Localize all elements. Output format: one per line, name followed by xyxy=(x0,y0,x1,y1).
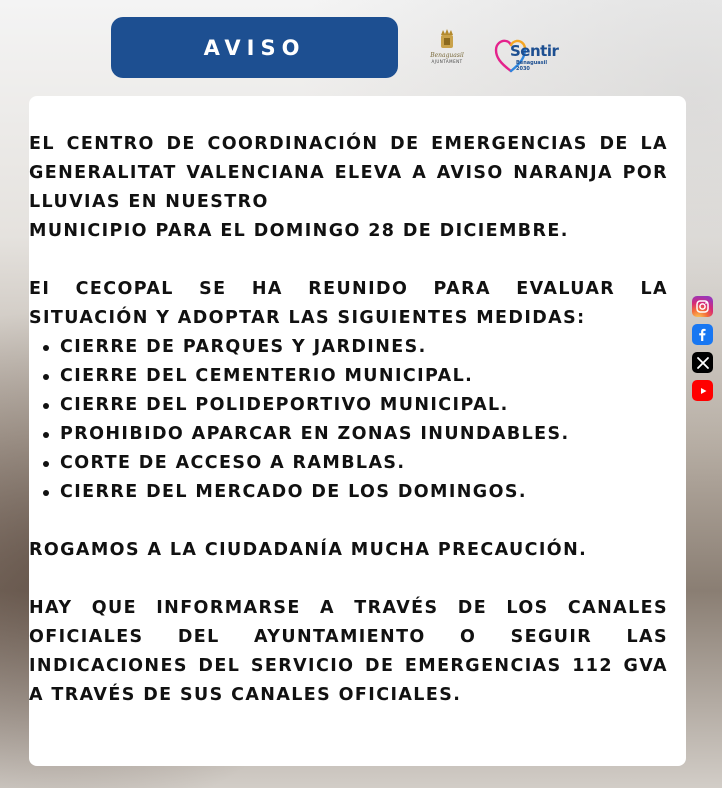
list-item: PROHIBIDO APARCAR EN ZONAS INUNDABLES. xyxy=(60,420,668,449)
notice-intro-end: MUNICIPIO PARA EL DOMINGO 28 DE DICIEMBRE. xyxy=(29,221,569,241)
ayuntamiento-logo xyxy=(423,26,471,72)
instagram-icon[interactable] xyxy=(692,296,713,317)
notice-text xyxy=(29,130,668,710)
aviso-title: AVISO xyxy=(203,35,306,60)
crest-icon xyxy=(434,26,460,52)
x-icon[interactable] xyxy=(692,352,713,373)
sentir-logo-word: Sentir xyxy=(510,42,559,60)
list-item: CIERRE DE PARQUES Y JARDINES. xyxy=(60,333,668,362)
list-item: CIERRE DEL MERCADO DE LOS DOMINGOS. xyxy=(60,478,668,507)
information-message: HAY QUE INFORMARSE A TRAVÉS DE LOS CANALES OFICIALES DEL AYUNTAMIENTO O SEGUIR LAS INDICACIONES DEL SERVICIO DE EMERGENCIAS 112 GVA A TRAVÉS DE SUS CANALES OFICIALES. xyxy=(29,598,668,705)
list-item: CIERRE DEL POLIDEPORTIVO MUNICIPAL. xyxy=(60,391,668,420)
list-item: CIERRE DEL CEMENTERIO MUNICIPAL. xyxy=(60,362,668,391)
aviso-banner xyxy=(111,17,398,78)
ayuntamiento-logo-caption: AJUNTAMENT xyxy=(431,59,463,64)
measures-list xyxy=(29,333,668,507)
sentir-logo xyxy=(494,36,560,78)
list-item: CORTE DE ACCESO A RAMBLAS. xyxy=(60,449,668,478)
notice-intro: EL CENTRO DE COORDINACIÓN DE EMERGENCIAS DE LA GENERALITAT VALENCIANA ELEVA A AVISO NARANJA POR LLUVIAS EN NUESTRO xyxy=(29,134,668,212)
caution-message: ROGAMOS A LA CIUDADANÍA MUCHA PRECAUCIÓN. xyxy=(29,540,588,560)
facebook-icon[interactable] xyxy=(692,324,713,345)
sentir-logo-caption: Benaguasil 2030 xyxy=(516,60,548,72)
youtube-icon[interactable] xyxy=(692,380,713,401)
ayuntamiento-logo-name: Benaguasil xyxy=(430,52,464,59)
cecopal-statement: EI CECOPAL SE HA REUNIDO PARA EVALUAR LA SITUACIÓN Y ADOPTAR LAS SIGUIENTES MEDIDAS: xyxy=(29,279,668,328)
